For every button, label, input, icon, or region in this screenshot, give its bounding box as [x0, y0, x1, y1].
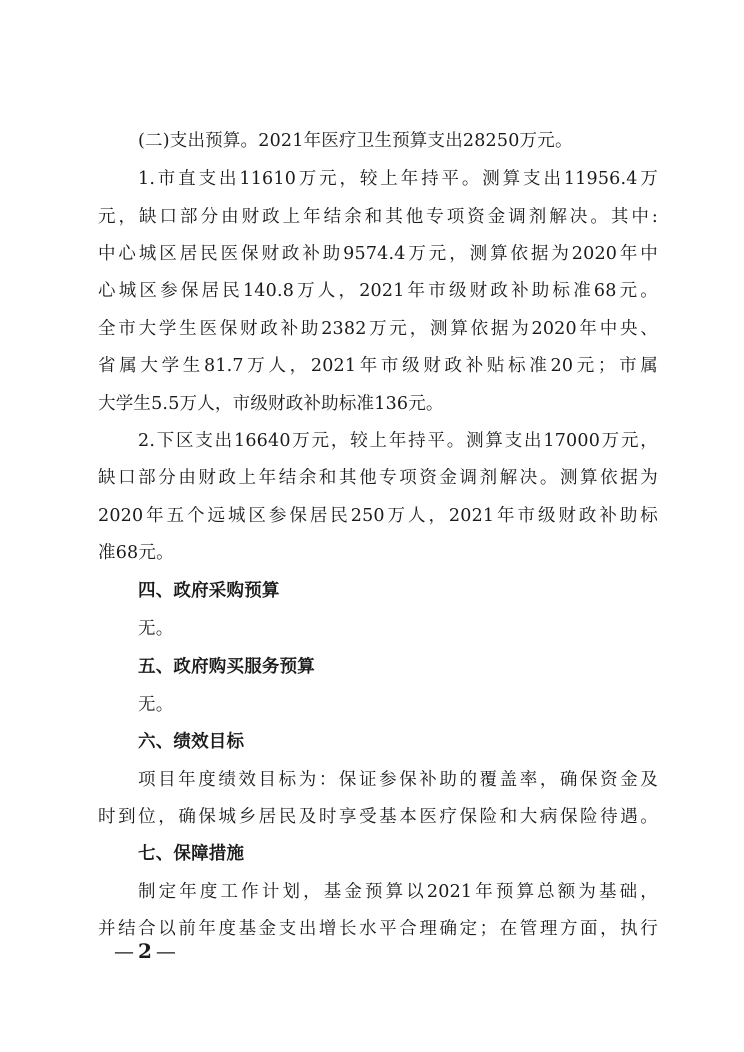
performance-heading: 六、绩效目标 [138, 732, 245, 752]
safeguards-line-2: 并结合以前年度基金支出增长水平合理确定；在管理方面，执行 [98, 919, 658, 939]
safeguards-heading: 七、保障措施 [138, 844, 245, 864]
city-direct-line-7: 大学生5.5万人，市级财政补助标准136元。 [98, 394, 444, 414]
city-direct-line-3: 中心城区居民医保财政补助9574.4万元，测算依据为2020年中 [98, 244, 658, 264]
page-number: 2 [138, 939, 152, 963]
purchase-services-heading: 五、政府购买服务预算 [138, 657, 315, 677]
city-direct-line-5: 全市大学生医保财政补助2382万元，测算依据为2020年中央、 [98, 319, 658, 339]
city-direct-line-2: 元，缺口部分由财政上年结余和其他专项资金调剂解决。其中: [98, 207, 658, 227]
city-direct-line-1: 1.市直支出11610万元，较上年持平。测算支出11956.4万 [138, 169, 658, 189]
district-line-1: 2.下区支出16640万元，较上年持平。测算支出17000万元， [138, 431, 658, 451]
footer-dash-right: — [155, 939, 176, 963]
performance-line-1: 项目年度绩效目标为：保证参保补助的覆盖率，确保资金及 [138, 770, 658, 790]
safeguards-line-1: 制定年度工作计划，基金预算以2021年预算总额为基础， [138, 882, 658, 902]
performance-line-2: 时到位，确保城乡居民及时享受基本医疗保险和大病保险待遇。 [98, 807, 658, 827]
procurement-heading: 四、政府采购预算 [138, 581, 280, 601]
procurement-body: 无。 [138, 619, 174, 639]
district-line-2: 缺口部分由财政上年结余和其他专项资金调剂解决。测算依据为 [98, 468, 658, 488]
expenditure-intro: (二)支出预算。2021年医疗卫生预算支出28250万元。 [138, 131, 573, 151]
district-line-3: 2020年五个远城区参保居民250万人，2021年市级财政补助标 [98, 506, 658, 526]
city-direct-line-4: 心城区参保居民140.8万人，2021年市级财政补助标准68元。 [98, 281, 658, 301]
footer-dash-left: — [114, 939, 134, 963]
district-line-4: 准68元。 [98, 543, 174, 563]
city-direct-line-6: 省属大学生81.7万人，2021年市级财政补贴标准20元；市属 [98, 356, 658, 376]
purchase-services-body: 无。 [138, 695, 174, 715]
page-number-footer [114, 939, 176, 963]
